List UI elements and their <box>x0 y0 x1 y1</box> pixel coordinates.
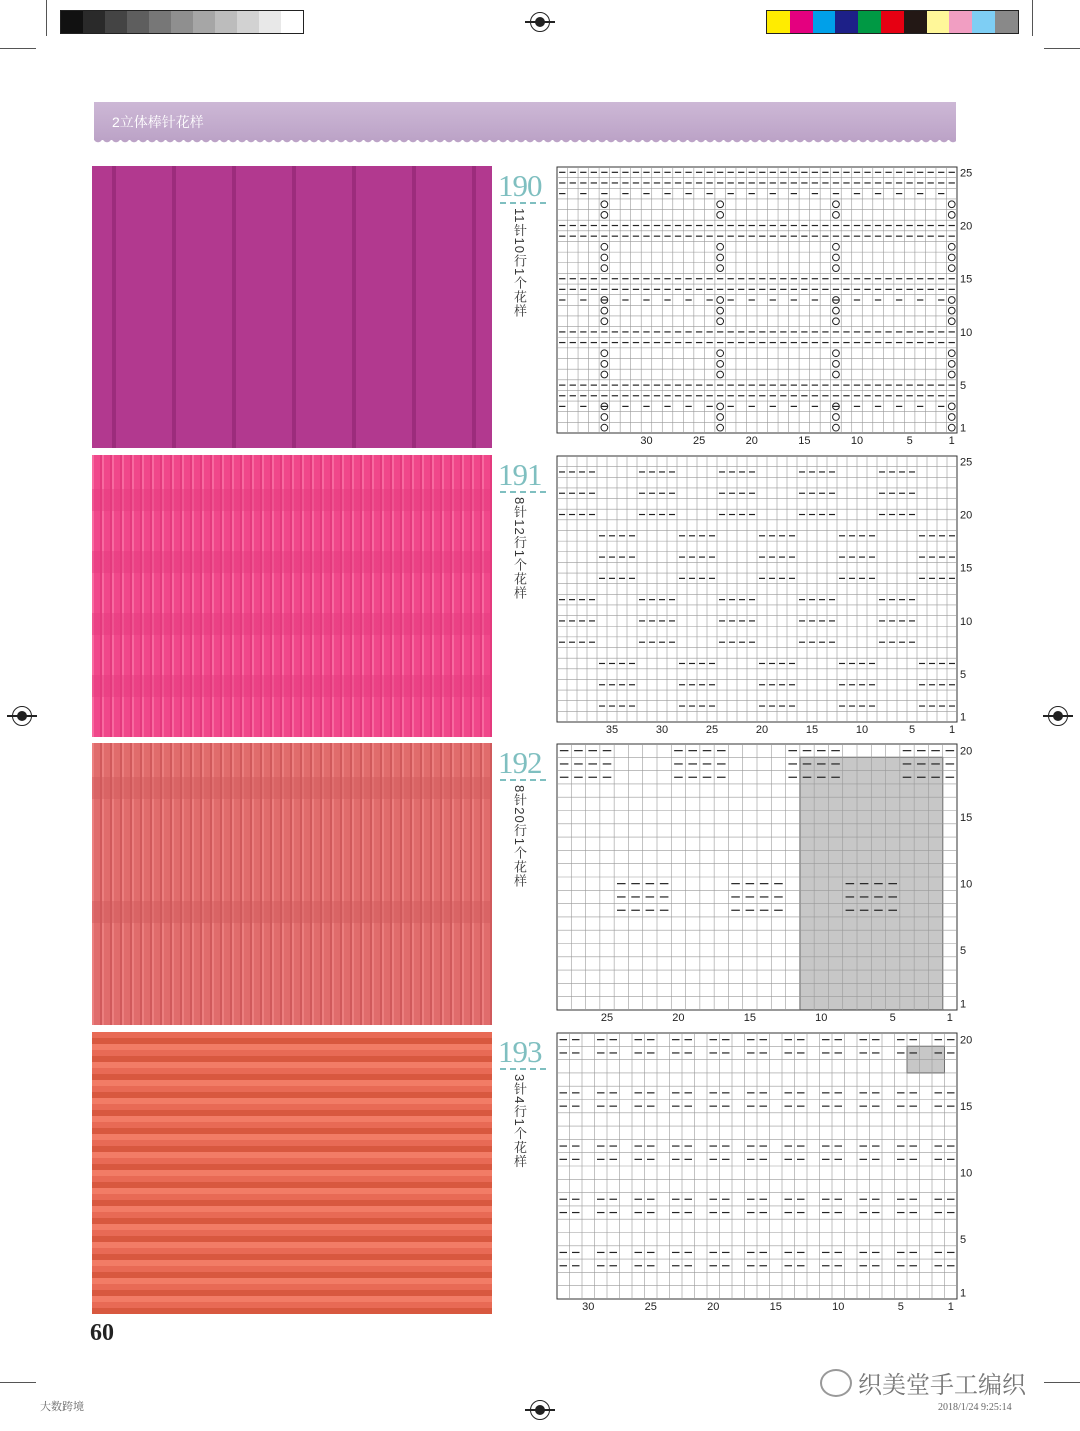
crop-mark <box>0 1382 36 1383</box>
pattern-number-underline <box>500 1068 546 1070</box>
yarn-over-symbol <box>948 243 955 250</box>
chart-column-label: 15 <box>743 1012 756 1024</box>
chart-grid <box>556 743 974 1026</box>
yarn-over-symbol <box>717 212 724 219</box>
gray-step <box>281 11 303 33</box>
chart-column-label: 5 <box>889 1012 896 1024</box>
knit-swatch-photo <box>92 1032 492 1314</box>
yarn-over-symbol <box>717 243 724 250</box>
footer-left-text: 大数跨境 <box>40 1401 84 1413</box>
swatch-texture <box>92 743 492 1025</box>
yarn-over-symbol <box>948 297 955 304</box>
chart-column-label: 25 <box>600 1012 614 1024</box>
chart-column-label: 25 <box>644 1301 657 1313</box>
chart-column-label: 10 <box>850 435 864 447</box>
knitting-chart <box>556 743 974 1026</box>
pattern-number-underline <box>500 779 546 781</box>
chart-column-label: 1 <box>948 724 956 736</box>
footer-timestamp: 2018/1/24 9:25:14 <box>938 1402 1012 1413</box>
section-header-band <box>94 102 956 140</box>
chart-column-label: 20 <box>707 1301 720 1313</box>
yarn-over-symbol <box>601 350 608 357</box>
yarn-over-symbol <box>833 201 840 208</box>
chart-row-label: 10 <box>960 1167 973 1180</box>
gray-step <box>105 11 127 33</box>
color-step <box>767 11 790 33</box>
chart-column-label: 30 <box>640 435 653 447</box>
color-calibration-strip <box>766 10 1019 34</box>
chart-column-label: 25 <box>692 435 706 447</box>
gray-step <box>215 11 237 33</box>
chart-column-label: 1 <box>946 1012 953 1024</box>
yarn-over-symbol <box>601 307 608 314</box>
chart-row-label: 20 <box>960 220 973 233</box>
gray-step <box>149 11 171 33</box>
chart-column-label: 1 <box>947 1301 954 1313</box>
section-title: 2立体棒针花样 <box>112 114 204 130</box>
gray-step <box>237 11 259 33</box>
chart-column-label: 10 <box>855 724 869 736</box>
watermark-text: 织美堂手工编织 <box>858 1372 1026 1399</box>
pattern-number: 190 <box>498 168 542 203</box>
color-step <box>858 11 881 33</box>
pattern-repeat-label: 8针12行1个花样 <box>512 497 527 600</box>
yarn-over-symbol <box>948 424 955 431</box>
registration-mark-icon <box>530 1400 550 1420</box>
chart-column-label: 30 <box>655 724 669 736</box>
yarn-over-symbol <box>717 350 724 357</box>
registration-mark-icon <box>12 706 32 726</box>
knitting-chart <box>556 166 974 449</box>
chart-column-label: 5 <box>908 724 916 736</box>
chart-column-label: 20 <box>672 1012 685 1024</box>
gray-step <box>61 11 83 33</box>
knit-swatch-photo <box>92 743 492 1025</box>
watermark <box>820 1365 1026 1400</box>
chart-row-label: 1 <box>960 998 967 1011</box>
pattern-repeat-label: 8针20行1个花样 <box>512 785 527 888</box>
yarn-over-symbol <box>948 265 955 272</box>
chart-column-label: 20 <box>745 435 758 447</box>
chart-column-label: 20 <box>755 724 769 736</box>
chart-row-label: 20 <box>960 1034 973 1047</box>
chart-row-label: 10 <box>960 878 973 891</box>
color-step <box>949 11 972 33</box>
chart-column-label: 15 <box>798 435 811 447</box>
chart-grid <box>556 1032 974 1315</box>
chart-column-label: 15 <box>769 1301 782 1313</box>
color-step <box>813 11 836 33</box>
yarn-over-symbol <box>948 254 955 261</box>
crop-mark <box>46 0 47 36</box>
yarn-over-symbol <box>601 414 608 421</box>
chart-column-label: 35 <box>605 724 619 736</box>
yarn-over-symbol <box>601 424 608 431</box>
chart-column-label: 15 <box>805 724 819 736</box>
yarn-over-symbol <box>717 360 724 367</box>
yarn-over-symbol <box>833 424 840 431</box>
crop-mark <box>1044 48 1080 49</box>
yarn-over-symbol <box>833 371 840 378</box>
chart-column-label: 30 <box>582 1301 595 1313</box>
page-number: 60 <box>90 1320 114 1346</box>
chart-column-label: 5 <box>897 1301 904 1313</box>
chart-column-label: 10 <box>832 1301 845 1313</box>
color-step <box>835 11 858 33</box>
pattern-number: 192 <box>498 745 542 780</box>
chart-row-label: 15 <box>960 812 973 825</box>
yarn-over-symbol <box>833 243 840 250</box>
yarn-over-symbol <box>601 212 608 219</box>
yarn-over-symbol <box>833 414 840 421</box>
chart-row-label: 25 <box>960 167 973 180</box>
knit-swatch-photo <box>92 455 492 737</box>
yarn-over-symbol <box>717 201 724 208</box>
color-step <box>790 11 813 33</box>
yarn-over-symbol <box>717 254 724 261</box>
chart-column-label: 5 <box>906 435 913 447</box>
chart-column-label: 1 <box>948 435 955 447</box>
chart-row-label: 10 <box>960 326 973 339</box>
chart-grid <box>556 166 974 449</box>
yarn-over-symbol <box>833 318 840 325</box>
color-step <box>881 11 904 33</box>
yarn-over-symbol <box>601 371 608 378</box>
chart-row-label: 5 <box>960 945 967 958</box>
chart-row-label: 1 <box>960 711 967 724</box>
pattern-number: 193 <box>498 1034 542 1069</box>
yarn-over-symbol <box>948 212 955 219</box>
yarn-over-symbol <box>833 254 840 261</box>
pattern-number: 191 <box>498 457 542 492</box>
gray-step <box>259 11 281 33</box>
yarn-over-symbol <box>948 403 955 410</box>
yarn-over-symbol <box>717 318 724 325</box>
yarn-over-symbol <box>948 360 955 367</box>
yarn-over-symbol <box>601 265 608 272</box>
yarn-over-symbol <box>717 297 724 304</box>
gray-step <box>83 11 105 33</box>
grayscale-calibration-strip <box>60 10 304 34</box>
yarn-over-symbol <box>833 307 840 314</box>
crop-mark <box>1044 1382 1080 1383</box>
yarn-over-symbol <box>833 350 840 357</box>
pattern-repeat-label: 11针10行1个花样 <box>512 208 527 319</box>
chart-row-label: 5 <box>960 1234 967 1247</box>
chart-row-label: 1 <box>960 422 967 435</box>
chart-row-label: 10 <box>960 615 973 628</box>
chart-row-label: 5 <box>960 669 967 682</box>
yarn-over-symbol <box>717 403 724 410</box>
yarn-over-symbol <box>601 360 608 367</box>
yarn-over-symbol <box>948 414 955 421</box>
pattern-number-underline <box>500 491 546 493</box>
chart-row-label: 1 <box>960 1287 967 1300</box>
chart-column-label: 25 <box>705 724 719 736</box>
pattern-repeat-label: 3针4行1个花样 <box>512 1074 527 1169</box>
swatch-texture <box>92 455 492 737</box>
chart-column-label: 10 <box>815 1012 828 1024</box>
gray-step <box>193 11 215 33</box>
registration-mark-icon <box>530 12 550 32</box>
chart-row-label: 15 <box>960 1101 973 1114</box>
color-step <box>995 11 1018 33</box>
color-step <box>927 11 950 33</box>
chart-row-label: 15 <box>960 273 973 286</box>
pattern-number-underline <box>500 202 546 204</box>
yarn-over-symbol <box>601 318 608 325</box>
chart-grid <box>556 455 974 738</box>
chart-row-label: 25 <box>960 456 973 469</box>
color-step <box>904 11 927 33</box>
yarn-over-symbol <box>717 265 724 272</box>
yarn-over-symbol <box>717 414 724 421</box>
registration-mark-icon <box>1048 706 1068 726</box>
yarn-over-symbol <box>948 318 955 325</box>
yarn-over-symbol <box>601 201 608 208</box>
color-step <box>972 11 995 33</box>
knitting-chart <box>556 1032 974 1315</box>
yarn-over-symbol <box>601 254 608 261</box>
yarn-over-symbol <box>948 371 955 378</box>
yarn-over-symbol <box>833 265 840 272</box>
chart-row-label: 15 <box>960 562 973 575</box>
chart-row-label: 20 <box>960 745 973 758</box>
gray-step <box>127 11 149 33</box>
gray-step <box>171 11 193 33</box>
yarn-over-symbol <box>948 201 955 208</box>
yarn-over-symbol <box>948 307 955 314</box>
chart-row-label: 20 <box>960 509 973 522</box>
chart-row-label: 5 <box>960 380 967 393</box>
knit-swatch-photo <box>92 166 492 448</box>
yarn-over-symbol <box>717 371 724 378</box>
knitting-chart <box>556 455 974 738</box>
yarn-over-symbol <box>717 424 724 431</box>
yarn-over-symbol <box>948 350 955 357</box>
yarn-over-symbol <box>601 243 608 250</box>
yarn-over-symbol <box>717 307 724 314</box>
wechat-logo-icon <box>820 1369 852 1397</box>
crop-mark <box>1032 0 1033 36</box>
crop-mark <box>0 48 36 49</box>
yarn-over-symbol <box>833 360 840 367</box>
yarn-over-symbol <box>833 212 840 219</box>
